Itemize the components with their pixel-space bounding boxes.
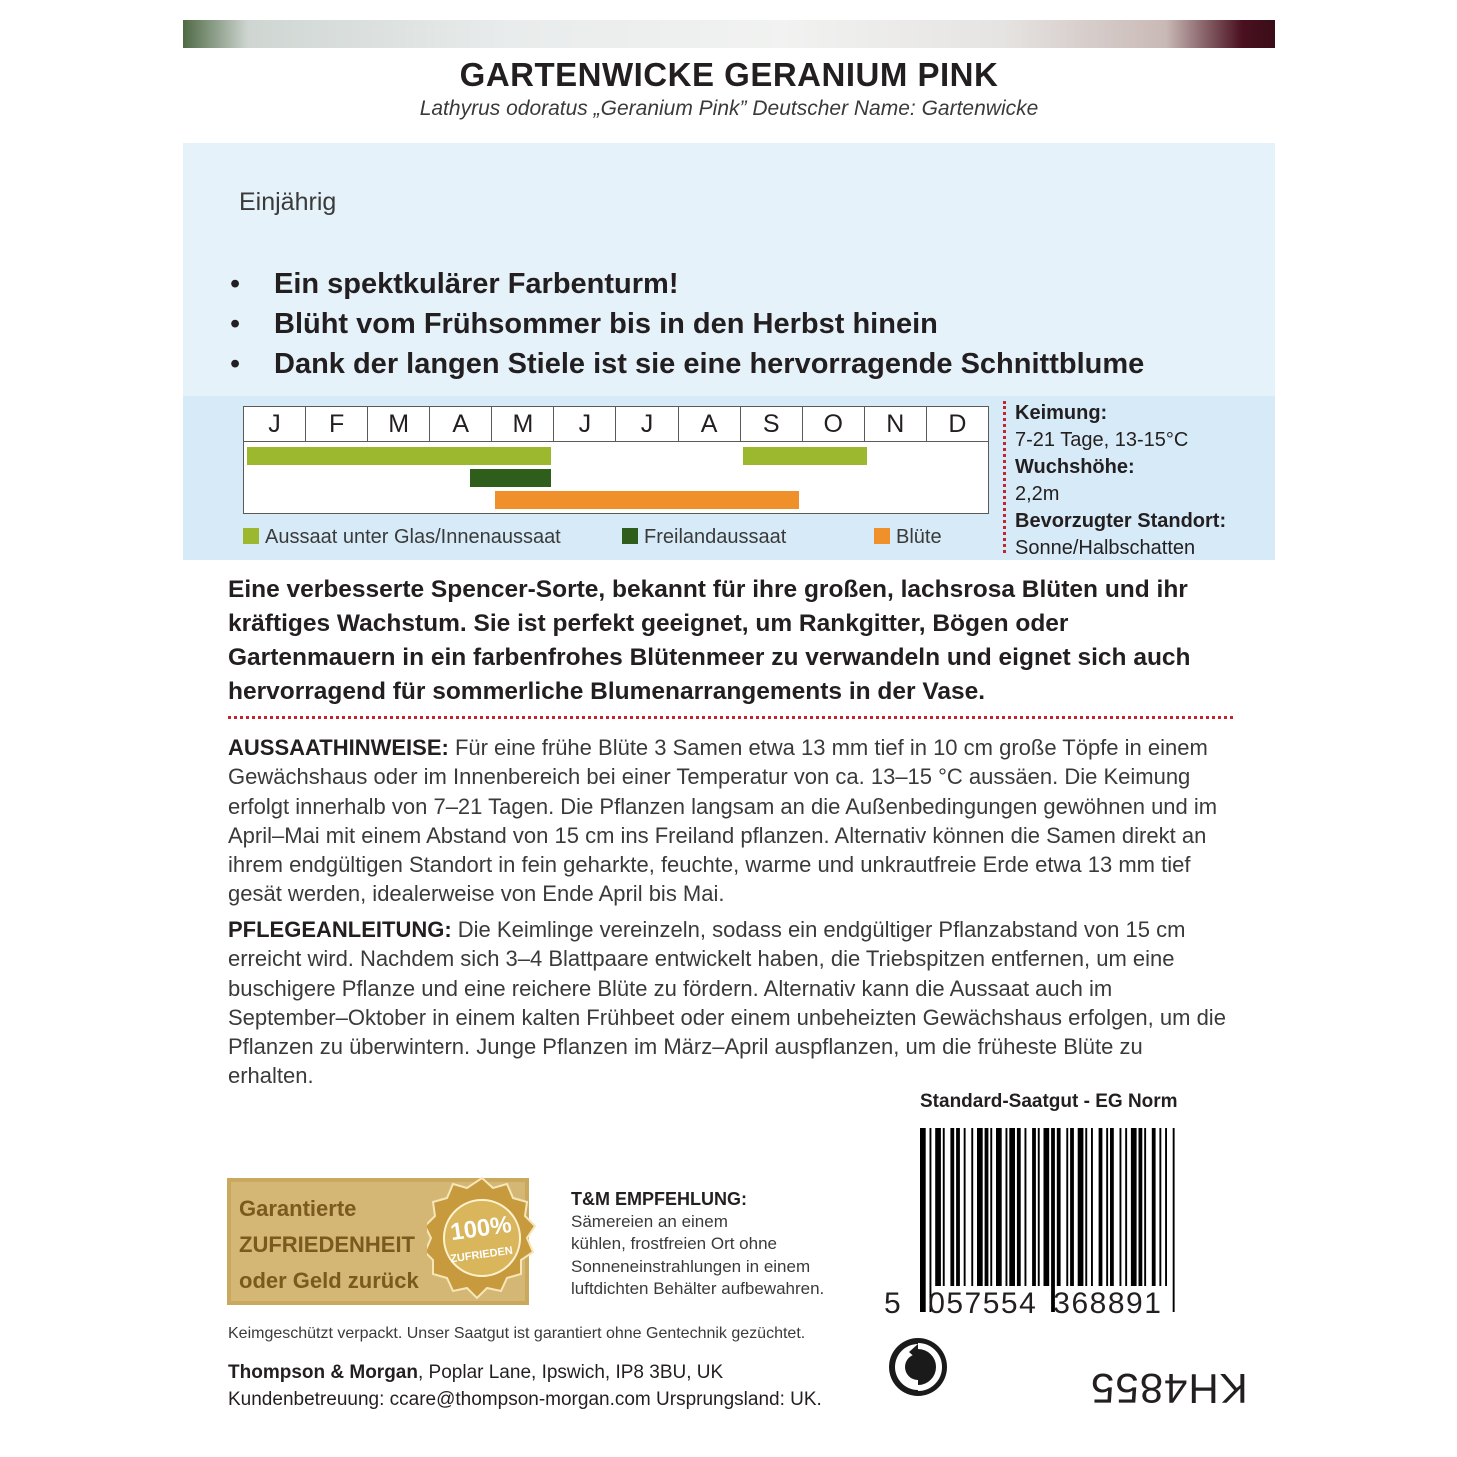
location-label: Bevorzugter Standort: [1015,510,1227,532]
recommendation-line: Sämereien an einem [571,1211,728,1231]
legend-swatch [622,528,638,544]
svg-text:100%: 100% [448,1210,514,1247]
barcode-bar [1057,1128,1061,1286]
legend-indoor-sowing: Aussaat unter Glas/Innenaussaat [243,526,561,549]
barcode-bar [943,1128,945,1286]
month-label: F [306,407,368,441]
company-name: Thompson & Morgan [228,1362,418,1383]
facts-divider [1003,401,1006,553]
page-title: GARTENWICKE GERANIUM PINK [459,56,999,93]
germination-value: 7-21 Tage, 13-15°C [1015,429,1189,451]
height-value: 2,2m [1015,483,1060,505]
storage-recommendation [571,1188,824,1301]
recommendation-heading: T&M EMPFEHLUNG: [571,1189,747,1209]
calendar-bar [247,447,551,465]
feature-list [230,264,1144,384]
barcode-bar [990,1128,992,1286]
recommendation-line: kühlen, frostfreien Ort ohne [571,1234,778,1253]
bullet-icon: • [230,308,241,340]
product-photo-strip [183,20,1275,48]
barcode-bar [1091,1128,1093,1286]
barcode-bar [1110,1128,1114,1286]
barcode-bar [1106,1128,1108,1286]
care-instructions [228,915,1233,1091]
care-text: Die Keimlinge vereinzeln, sodass ein endgültiger Pflanzabstand von 15 cm erreicht wird. Nachdem sich 3–4 Blattpaare entwickelt haben, die Triebspitzen entfernen, um eine buschigere Pflanze und eine reichere Blüte zu fördern. Alternativ kann die Aussaat auch im September–Oktober in einem kalten Frühbeet oder einem unbeheizten Gewächshaus erfolgen, um die Pflanzen zu überwintern. Junge Pflanzen im März–April auspflanzen, um die früheste Blüte zu erhalten. [228,917,1226,1089]
barcode-bar [1070,1128,1074,1286]
height-label: Wuchshöhe: [1015,456,1135,478]
barcode-bar [1139,1128,1143,1286]
barcode-bar [1025,1128,1027,1286]
svg-text:ZUFRIEDEN: ZUFRIEDEN [449,1244,514,1266]
barcode-bar [930,1128,932,1312]
address-text: , Poplar Lane, Ipswich, IP8 3BU, UK [417,1362,724,1383]
botanical-name: Lathyrus odoratus „Geranium Pink” Deutscher Name: Gartenwicke [419,97,1039,120]
bullet-icon: • [230,348,241,380]
barcode-bar [935,1128,941,1286]
barcode-bar [1173,1128,1175,1312]
barcode-bar [985,1128,989,1286]
barcode-bar [1099,1128,1103,1286]
barcode-bar [1044,1128,1050,1286]
barcode-bar [950,1128,954,1286]
barcode-bar [1125,1128,1127,1286]
lifecycle-label: Einjährig [239,188,337,216]
barcode-bar [1066,1128,1068,1286]
month-label: A [430,407,492,441]
sowing-heading: AUSSAATHINWEISE: [228,735,449,760]
product-description: Eine verbesserte Spencer-Sorte, bekannt für ihre großen, lachsrosa Blüten und ihr kräftiges Wachstum. Sie ist perfekt geeignet, um Rankgitter, Bögen oder Gartenmauern in ein farbenfrohes Blütenmeer zu verwandeln und eignet sich auch hervorragend für sommerliche Blumenarrangements in der Vase. [228,576,1191,705]
barcode-bar [1032,1128,1036,1286]
barcode [918,1128,1214,1312]
legend-flowering: Blüte [874,526,942,549]
legend-swatch [874,528,890,544]
legend-outdoor-sowing: Freilandaussaat [622,526,786,549]
calendar-months [244,407,988,442]
month-label: A [679,407,741,441]
barcode-bar [996,1128,1002,1286]
month-label: S [741,407,803,441]
month-label: J [616,407,678,441]
company-address [228,1359,822,1413]
calendar-bar [495,491,799,509]
bullet-icon: • [230,268,241,300]
product-code: KH4855 [1090,1365,1248,1412]
sowing-calendar [243,406,989,514]
barcode-bar [920,1128,926,1312]
month-label: J [554,407,616,441]
barcode-bar [977,1128,983,1286]
location-value: Sonne/Halbschatten [1015,537,1196,559]
barcode-bar [971,1128,973,1286]
month-label: M [368,407,430,441]
barcode-bar [1051,1128,1055,1312]
barcode-bar [1017,1128,1021,1286]
barcode-bar [1085,1128,1087,1286]
gmo-note: Keimgeschützt verpackt. Unser Saatgut ist garantiert ohne Gentechnik gezüchtet. [228,1325,806,1342]
month-label: M [492,407,554,441]
germination-label: Keimung: [1015,402,1108,424]
sowing-instructions [228,733,1233,909]
month-label: O [803,407,865,441]
barcode-bar [1009,1128,1015,1286]
month-label: N [865,407,927,441]
feature-item: • Ein spektkulärer Farbenturm! [230,264,1144,304]
barcode-bar [964,1128,966,1286]
month-label: D [948,410,967,438]
barcode-bar [1038,1128,1040,1286]
calendar-bar [470,469,551,487]
sowing-text: Für eine frühe Blüte 3 Samen etwa 13 mm tief in 10 cm große Töpfe in einem Gewächshaus oder im Innenbereich bei einer Temperatur von ca. 13–15 °C aussäen. Die Keimung erfolgt innerhalb von 7–21 Tagen. Die Pflanzen langsam an die Außenbedingungen gewöhnen und im April–Mai mit einem Abstand von 15 cm ins Freiland pflanzen. Alternativ können die Samen direkt an ihrem endgültigen Standort in fein geharkte, feuchte, warme und unkrautfreie Erde etwa 13 mm tief gesät werden, idealerweise von Ende April bis Mai. [228,735,1218,907]
barcode-bar [1159,1128,1161,1286]
barcode-bar [1144,1128,1146,1286]
feature-item: • Blüht vom Frühsommer bis in den Herbst hinein [230,304,1144,344]
recommendation-line: Sonneneinstrahlungen in einem [571,1256,811,1276]
barcode-bar [956,1128,960,1286]
barcode-bar [1078,1128,1084,1286]
customer-service: Kundenbetreuung: ccare@thompson-morgan.com Ursprungsland: UK. [228,1389,822,1410]
month-label: J [244,407,306,441]
satisfaction-guarantee: Garantierte ZUFRIEDENHEIT oder Geld zurück 100% ZUFRIEDEN [227,1178,529,1305]
barcode-bar [1006,1128,1008,1286]
ean-number: 5 057554 368891 [884,1287,1163,1320]
barcode-bar [1131,1128,1137,1286]
recommendation-line: luftdichten Behälter aufbewahren. [571,1279,825,1298]
satisfaction-seal-icon [427,1176,537,1306]
green-dot-recycling-icon [887,1336,949,1398]
seed-standard: Standard-Saatgut - EG Norm [920,1091,1178,1112]
calendar-bar [743,447,867,465]
growing-facts [1015,400,1226,562]
care-heading: PFLEGEANLEITUNG: [228,917,452,942]
barcode-bar [1120,1128,1122,1286]
barcode-bar [1165,1128,1167,1286]
legend-swatch [243,528,259,544]
section-divider [228,716,1233,719]
barcode-bar [1152,1128,1156,1286]
feature-item: • Dank der langen Stiele ist sie eine hervorragende Schnittblume [230,344,1144,384]
